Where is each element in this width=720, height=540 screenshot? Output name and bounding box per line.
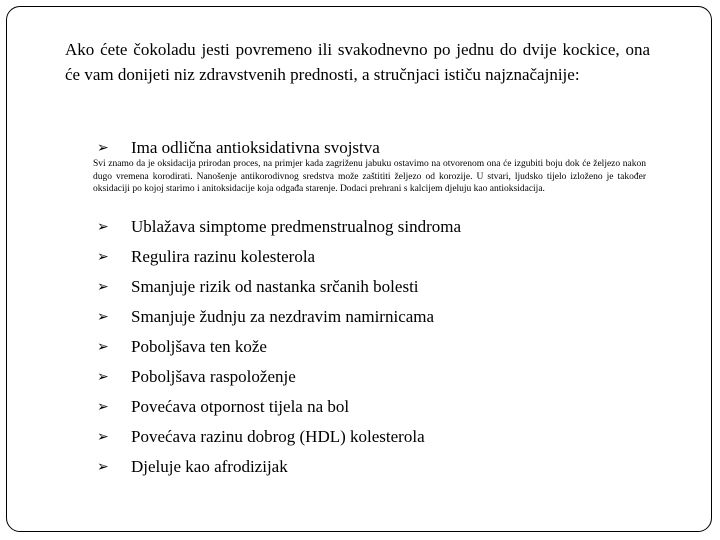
antioxidant-note: Svi znamo da je oksidacija prirodan proces, na primjer kada zagriženu jabuku ostavimo na otvorenom ona će izgubiti boju dok će željezo nakon dugo vremena korodirati. Nanošenje antikorodivnog sredstva može zaštititi željezo od korozije. U stvari, ljudsko tijelo izloženo je također oksidaciji po kojoj starimo i anitoksidacije koja odgađa starenje. Dodaci prehrani s kalcijem djeluju kao antioksidacija. xyxy=(93,159,646,194)
bullet-item xyxy=(97,455,288,479)
bullet-text: Djeluje kao afrodizijak xyxy=(131,457,288,476)
arrow-bullet-icon: ➢ xyxy=(97,459,109,475)
bullet-text: Povećava otpornost tijela na bol xyxy=(131,397,350,416)
slide-frame xyxy=(6,6,712,532)
arrow-bullet-icon: ➢ xyxy=(97,309,109,325)
bullet-text: Ublažava simptome predmenstrualnog sindroma xyxy=(131,217,461,236)
bullet-text: Smanjuje rizik od nastanka srčanih bolesti xyxy=(131,277,419,296)
arrow-bullet-icon: ➢ xyxy=(97,140,109,156)
bullet-item xyxy=(97,335,267,359)
arrow-bullet-icon: ➢ xyxy=(97,369,109,385)
arrow-bullet-icon: ➢ xyxy=(97,279,109,295)
bullet-item xyxy=(97,215,461,239)
bullet-item xyxy=(97,136,380,160)
arrow-bullet-icon: ➢ xyxy=(97,219,109,235)
bullet-text: Regulira razinu kolesterola xyxy=(131,247,316,266)
arrow-bullet-icon: ➢ xyxy=(97,339,109,355)
bullet-item xyxy=(97,245,315,269)
bullet-text: Ima odlična antioksidativna svojstva xyxy=(131,138,380,157)
bullet-item xyxy=(97,395,349,419)
bullet-text: Poboljšava raspoloženje xyxy=(131,367,296,386)
arrow-bullet-icon: ➢ xyxy=(97,399,109,415)
intro-paragraph: Ako ćete čokoladu jesti povremeno ili svakodnevno po jednu do dvije kockice, ona će vam donijeti niz zdravstvenih prednosti, a stručnjaci ističu najznačajnije: xyxy=(65,40,650,84)
bullet-text: Povećava razinu dobrog (HDL) kolesterola xyxy=(131,427,425,446)
bullet-item xyxy=(97,275,419,299)
bullet-text: Poboljšava ten kože xyxy=(131,337,267,356)
bullet-item xyxy=(97,305,434,329)
bullet-text: Smanjuje žudnju za nezdravim namirnicama xyxy=(131,307,435,326)
arrow-bullet-icon: ➢ xyxy=(97,249,109,265)
bullet-item xyxy=(97,425,425,449)
arrow-bullet-icon: ➢ xyxy=(97,429,109,445)
bullet-item xyxy=(97,365,296,389)
